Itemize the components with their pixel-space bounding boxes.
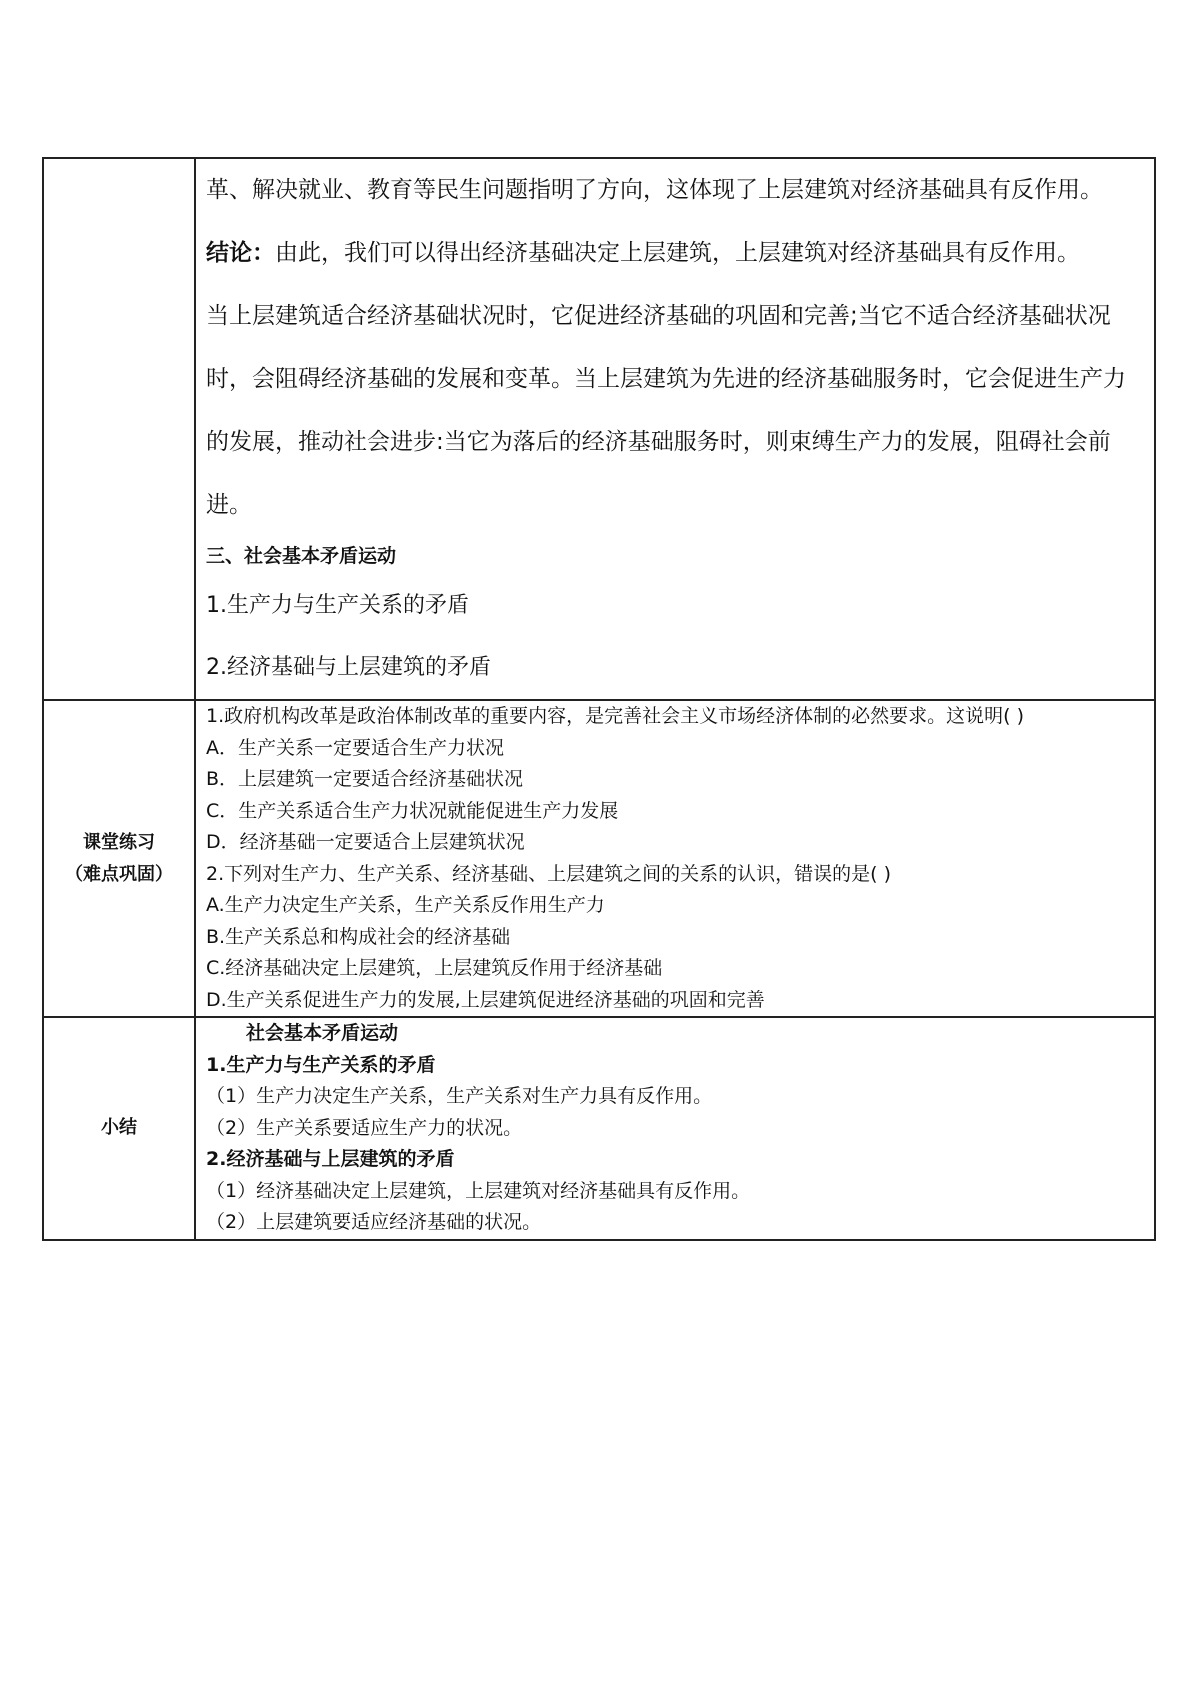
summary-title: 社会基本矛盾运动 — [246, 1022, 399, 1044]
table-row — [43, 1017, 1155, 1240]
label-line: （难点巩固） — [65, 863, 173, 885]
list-item: 2.经济基础与上层建筑的矛盾 — [206, 655, 491, 680]
row-label-empty — [43, 158, 195, 700]
table-row — [43, 700, 1155, 1017]
paragraph: 革、解决就业、教育等民生问题指明了方向，这体现了上层建筑对经济基础具有反作用。 — [206, 177, 1103, 203]
answer-option: A.生产力决定生产关系，生产关系反作用生产力 — [206, 894, 605, 916]
summary-point: （1）生产力决定生产关系，生产关系对生产力具有反作用。 — [206, 1085, 713, 1107]
answer-option: D．经济基础一定要适合上层建筑状况 — [206, 831, 525, 853]
lesson-table — [42, 157, 1156, 1241]
question-stem: 2.下列对生产力、生产关系、经济基础、上层建筑之间的关系的认识，错误的是( ) — [206, 862, 891, 885]
list-item: 1.生产力与生产关系的矛盾 — [206, 593, 469, 618]
paragraph: 当上层建筑适合经济基础状况时，它促进经济基础的巩固和完善;当它不适合经济基础状况时，会阻碍经济基础的发展和变革。当上层建筑为先进的经济基础服务时，它会促进生产力的发展，推动社会进步:当它为落后的经济基础服务时，则束缚生产力的发展，阻碍社会前进。 — [206, 303, 1126, 518]
answer-option: C．生产关系适合生产力状况就能促进生产力发展 — [206, 799, 619, 822]
content-cell — [195, 158, 1155, 700]
answer-option: C.经济基础决定上层建筑，上层建筑反作用于经济基础 — [206, 957, 663, 979]
summary-point: （2）上层建筑要适应经济基础的状况。 — [206, 1211, 542, 1233]
summary-point: （2）生产关系要适应生产力的状况。 — [206, 1116, 523, 1139]
summary-heading: 1.生产力与生产关系的矛盾 — [206, 1053, 436, 1076]
summary-heading: 2.经济基础与上层建筑的矛盾 — [206, 1148, 455, 1170]
summary-point: （1）经济基础决定上层建筑，上层建筑对经济基础具有反作用。 — [206, 1179, 751, 1202]
answer-option: B．上层建筑一定要适合经济基础状况 — [206, 768, 524, 790]
question-stem: 1.政府机构改革是政治体制改革的重要内容，是完善社会主义市场经济体制的必然要求。这说明( ) — [206, 705, 1024, 727]
answer-option: D.生产关系促进生产力的发展,上层建筑促进经济基础的巩固和完善 — [206, 988, 765, 1011]
table-row — [43, 158, 1155, 700]
label-line: 课堂练习 — [83, 831, 155, 853]
conclusion-lead: 结论： — [206, 240, 275, 266]
summary-cell — [195, 1017, 1155, 1240]
conclusion-text: 由此，我们可以得出经济基础决定上层建筑，上层建筑对经济基础具有反作用。 — [275, 240, 1080, 266]
answer-option: B.生产关系总和构成社会的经济基础 — [206, 925, 511, 948]
section-heading: 三、社会基本矛盾运动 — [206, 545, 397, 567]
answer-option: A．生产关系一定要适合生产力状况 — [206, 736, 504, 759]
conclusion-paragraph — [206, 222, 1144, 285]
quiz-cell — [195, 700, 1155, 1017]
row-label-exercise — [43, 700, 195, 1017]
row-label-summary: 小结 — [43, 1017, 195, 1240]
